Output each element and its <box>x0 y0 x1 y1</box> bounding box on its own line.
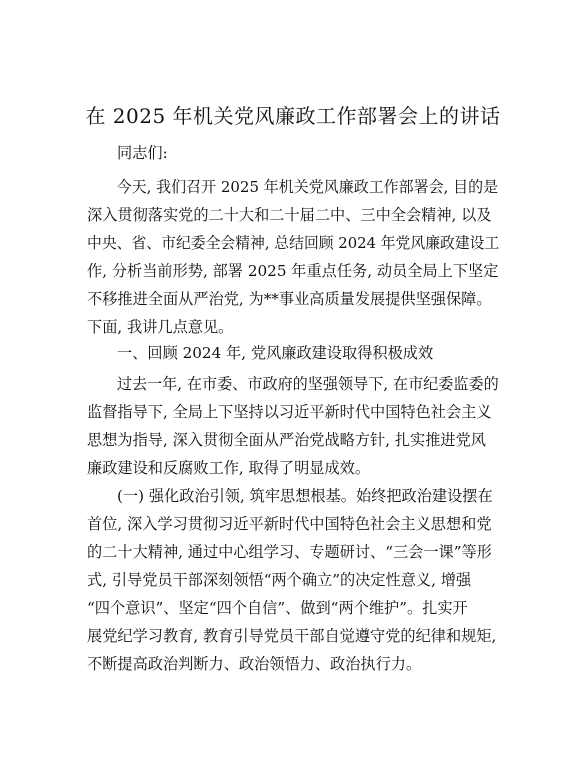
paragraph-intro <box>87 173 499 341</box>
section-heading <box>87 339 499 367</box>
heading-line: 一、回顾 2024 年, 党风廉政建设取得积极成效 <box>117 344 434 362</box>
paragraph-line: 下面, 我讲几点意见。 <box>87 318 234 336</box>
paragraph-line: 深入贯彻落实党的二十大和二十届二中、三中全会精神, 以及 <box>87 206 492 224</box>
paragraph-line: 的二十大精神, 通过中心组学习、专题研讨、“三会一课”等形 <box>87 543 492 561</box>
paragraph-line: 监督指导下, 全局上下坚持以习近平新时代中国特色社会主义 <box>87 403 492 421</box>
paragraph-line: 不断提高政治判断力、政治领悟力、政治执行力。 <box>87 655 422 673</box>
paragraph-review <box>87 370 499 482</box>
paragraph-line: “四个意识”、坚定“四个自信”、做到“两个维护”。扎实开 <box>87 599 468 617</box>
paragraph-line: (一) 强化政治引领, 筑牢思想根基。始终把政治建设摆在 <box>117 487 493 505</box>
paragraph-line: 展党纪学习教育, 教育引导党员干部自觉遵守党的纪律和规矩, <box>87 627 497 645</box>
paragraph-line: 思想为指导, 深入贯彻全面从严治党战略方针, 扎实推进党风 <box>87 431 486 449</box>
paragraph-line: 首位, 深入学习贯彻习近平新时代中国特色社会主义思想和党 <box>87 515 492 533</box>
paragraph-political-guidance <box>87 482 499 678</box>
document-title: 在 2025 年机关党风廉政工作部署会上的讲话 <box>85 104 501 128</box>
greeting-line: 同志们: <box>117 144 168 162</box>
paragraph-line: 过去一年, 在市委、市政府的坚强领导下, 在市纪委监委的 <box>116 375 499 393</box>
paragraph-line: 不移推进全面从严治党, 为**事业高质量发展提供坚强保障。 <box>87 290 492 308</box>
paragraph-line: 廉政建设和反腐败工作, 取得了明显成效。 <box>87 459 371 477</box>
paragraph-line: 式, 引导党员干部深刻领悟“两个确立”的决定性意义, 增强 <box>87 571 472 589</box>
paragraph-line: 今天, 我们召开 2025 年机关党风廉政工作部署会, 目的是 <box>116 178 499 196</box>
paragraph-line: 作, 分析当前形势, 部署 2025 年重点任务, 动员全局上下坚定 <box>87 262 499 280</box>
greeting <box>117 139 529 167</box>
paragraph-line: 中央、省、市纪委全会精神, 总结回顾 2024 年党风廉政建设工 <box>87 234 500 252</box>
